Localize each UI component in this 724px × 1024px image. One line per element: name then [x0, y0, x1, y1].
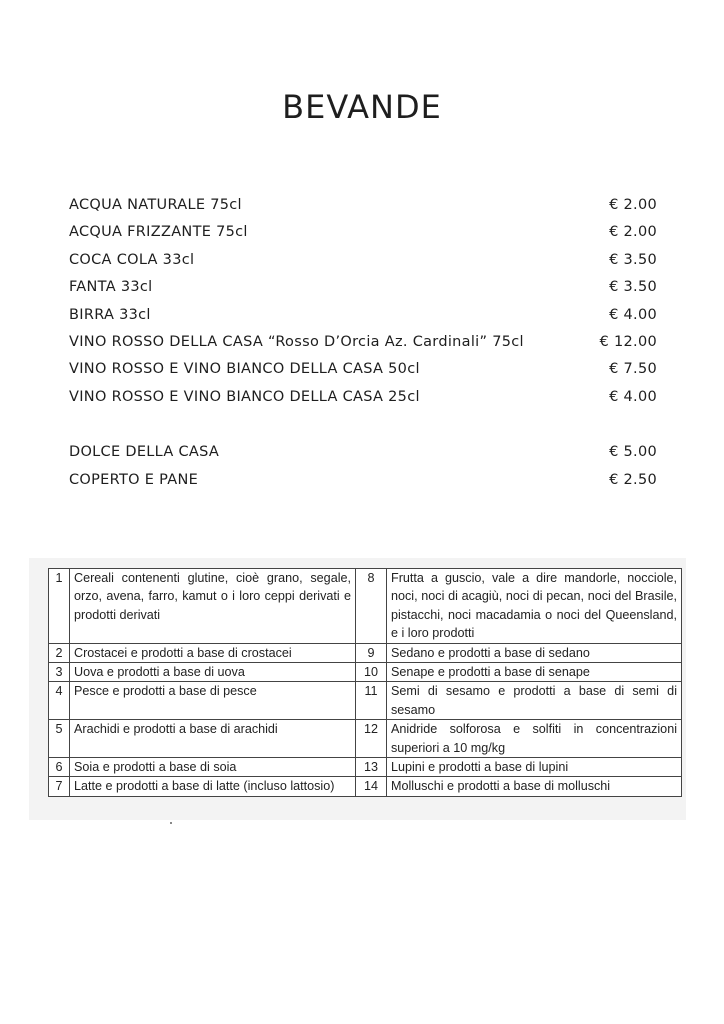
allergen-number: 5	[49, 720, 70, 758]
allergen-text: Sedano e prodotti a base di sedano	[387, 643, 682, 662]
menu-item	[69, 358, 669, 385]
menu-item-price: € 4.00	[609, 306, 657, 323]
menu-item	[69, 469, 669, 496]
menu-item-name: VINO ROSSO DELLA CASA “Rosso D’Orcia Az. Cardinali” 75cl	[69, 333, 524, 350]
allergen-text: Pesce e prodotti a base di pesce	[70, 682, 356, 720]
menu-item	[69, 221, 669, 248]
menu-item-price: € 2.50	[609, 471, 657, 488]
section-spacer	[69, 413, 669, 441]
menu-item	[69, 304, 669, 331]
menu-item	[69, 249, 669, 276]
menu-item-name: COCA COLA 33cl	[69, 251, 195, 268]
allergen-table	[48, 568, 682, 797]
allergen-number: 1	[49, 569, 70, 644]
allergen-number: 9	[356, 643, 387, 662]
allergen-number: 6	[49, 758, 70, 777]
allergen-number: 11	[356, 682, 387, 720]
table-row	[49, 643, 682, 662]
menu-item-name: ACQUA NATURALE 75cl	[69, 197, 242, 213]
allergen-text: Crostacei e prodotti a base di crostacei	[70, 643, 356, 662]
table-row	[49, 720, 682, 758]
menu-item-price: € 2.00	[609, 224, 657, 241]
allergen-text: Lupini e prodotti a base di lupini	[387, 758, 682, 777]
table-row	[49, 682, 682, 720]
allergen-text: Frutta a guscio, vale a dire mandorle, nocciole, noci, noci di acagiù, noci di pecan, noci del Brasile, pistacchi, noci macadamia o noci del Queensland, e i loro prodotti	[387, 569, 682, 644]
menu-item-name: DOLCE DELLA CASA	[69, 444, 220, 461]
menu-item	[69, 194, 669, 221]
allergen-text: Cereali contenenti glutine, cioè grano, segale, orzo, avena, farro, kamut o i loro ceppi derivati e prodotti derivati	[70, 569, 356, 644]
menu-item-price: € 3.50	[609, 279, 657, 296]
menu-item-price: € 7.50	[609, 361, 657, 378]
menu-item-name: ACQUA FRIZZANTE 75cl	[69, 224, 248, 241]
allergen-number: 14	[356, 777, 387, 796]
allergen-text: Molluschi e prodotti a base di molluschi	[387, 777, 682, 796]
allergen-text: Uova e prodotti a base di uova	[70, 663, 356, 682]
allergen-number: 13	[356, 758, 387, 777]
allergen-text: Arachidi e prodotti a base di arachidi	[70, 720, 356, 758]
allergen-number: 12	[356, 720, 387, 758]
menu-item-price: € 3.50	[609, 251, 657, 268]
menu-item	[69, 276, 669, 303]
allergen-text: Senape e prodotti a base di senape	[387, 663, 682, 682]
allergen-number: 10	[356, 663, 387, 682]
menu-item	[69, 331, 669, 358]
menu-item	[69, 386, 669, 413]
allergen-number: 4	[49, 682, 70, 720]
menu-item-price: € 4.00	[609, 388, 657, 405]
allergen-number: 2	[49, 643, 70, 662]
allergen-text: Semi di sesamo e prodotti a base di semi di sesamo	[387, 682, 682, 720]
allergen-section	[29, 558, 686, 820]
page-title: BEVANDE	[282, 88, 442, 126]
menu-item	[69, 441, 669, 468]
allergen-number: 7	[49, 777, 70, 796]
allergen-number: 3	[49, 663, 70, 682]
table-row	[49, 777, 682, 796]
menu-item-price: € 2.00	[609, 197, 657, 213]
table-row	[49, 758, 682, 777]
drinks-menu	[69, 194, 669, 496]
menu-item-name: BIRRA 33cl	[69, 306, 151, 323]
table-row	[49, 663, 682, 682]
table-row	[49, 569, 682, 644]
allergen-text: Latte e prodotti a base di latte (incluso lattosio)	[70, 777, 356, 796]
menu-item-name: FANTA 33cl	[69, 279, 153, 296]
allergen-number: 8	[356, 569, 387, 644]
scan-speck	[170, 822, 172, 824]
menu-item-price: € 5.00	[609, 444, 657, 461]
allergen-text: Anidride solforosa e solfiti in concentrazioni superiori a 10 mg/kg	[387, 720, 682, 758]
menu-item-name: VINO ROSSO E VINO BIANCO DELLA CASA 50cl	[69, 361, 420, 378]
menu-item-name: VINO ROSSO E VINO BIANCO DELLA CASA 25cl	[69, 388, 420, 405]
allergen-text: Soia e prodotti a base di soia	[70, 758, 356, 777]
menu-item-price: € 12.00	[599, 333, 657, 350]
menu-item-name: COPERTO E PANE	[69, 471, 199, 488]
